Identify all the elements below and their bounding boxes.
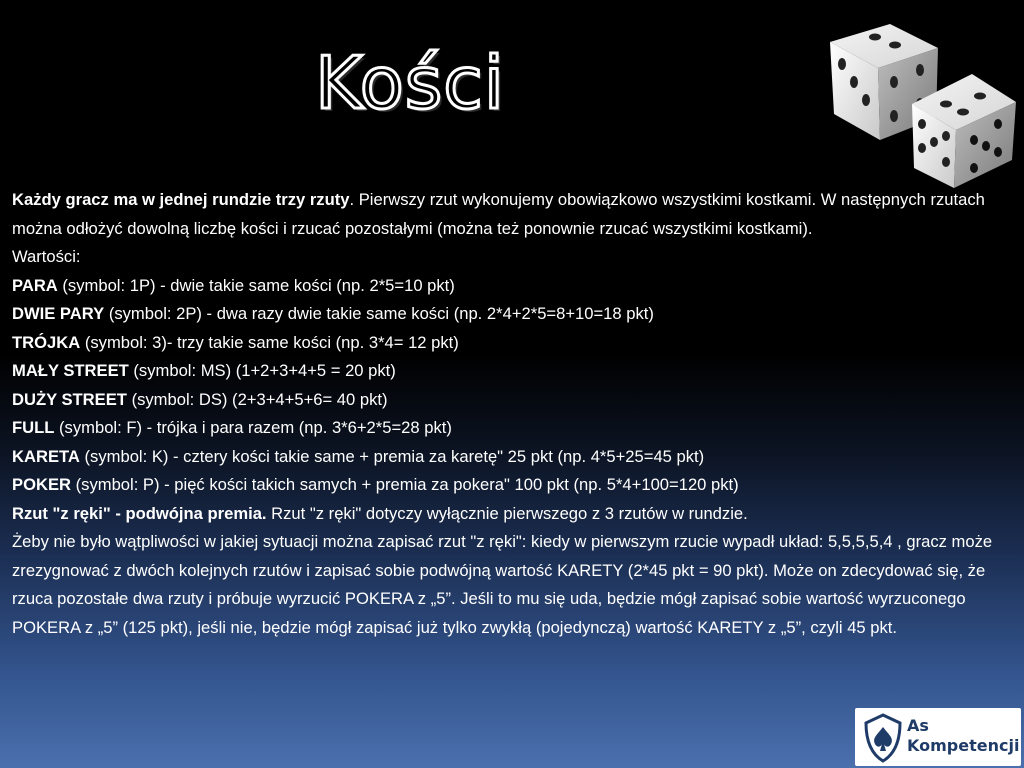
- paragraph-text: . Pierwszy rzut wykonujemy obowiązkowo wszystkimi kostkami. W następnych rzutach można odłożyć dowolną liczbę kości i rzucać pozostałymi (można też ponownie rzucać wszystkimi kostkami).: [12, 190, 985, 238]
- body-paragraph: [12, 272, 1017, 301]
- body-paragraph: [12, 329, 1017, 358]
- body-paragraph: [12, 300, 1017, 329]
- body-paragraph: [12, 186, 1017, 243]
- paragraph-bold-lead: FULL: [12, 418, 55, 437]
- body-paragraph: [12, 528, 1017, 642]
- body-paragraph: [12, 357, 1017, 386]
- paragraph-bold-lead: TRÓJKA: [12, 332, 81, 352]
- logo-line-2: Kompetencji: [907, 736, 1020, 755]
- paragraph-text: (symbol: DS) (2+3+4+5+6= 40 pkt): [126, 389, 388, 409]
- paragraph-text: (symbol: F) - trójka i para razem (np. 3*6+2*5=28 pkt): [54, 418, 452, 437]
- paragraph-text: (symbol: P) - pięć kości takich samych + premia za pokera" 100 pkt (np. 5*4+100=120 pkt): [71, 475, 739, 494]
- paragraph-text: (symbol: 3)- trzy takie same kości (np. 3*4= 12 pkt): [80, 332, 459, 352]
- paragraph-bold-lead: MAŁY STREET: [12, 361, 129, 380]
- body-paragraph: [12, 386, 1017, 415]
- body-paragraph: [12, 414, 1017, 443]
- logo-line-1: As: [907, 716, 929, 735]
- dice-icon: [820, 12, 1020, 192]
- paragraph-bold-lead: DUŻY STREET: [12, 389, 127, 409]
- paragraph-text: Rzut "z ręki" dotyczy wyłącznie pierwszego z 3 rzutów w rundzie.: [266, 503, 748, 523]
- paragraph-text: (symbol: MS) (1+2+3+4+5 = 20 pkt): [128, 361, 396, 380]
- paragraph-bold-lead: PARA: [12, 275, 58, 295]
- paragraph-text: Wartości:: [12, 247, 81, 266]
- spade-shield-icon: [863, 713, 903, 763]
- paragraph-bold-lead: Rzut "z ręki" - podwójna premia.: [12, 503, 267, 523]
- body-paragraph: [12, 500, 1017, 529]
- slide-body: [12, 186, 1017, 642]
- paragraph-text: (symbol: 2P) - dwa razy dwie takie same kości (np. 2*4+2*5=8+10=18 pkt): [104, 304, 654, 323]
- body-paragraph: [12, 243, 1017, 272]
- body-paragraph: [12, 471, 1017, 500]
- as-kompetencji-logo: [855, 708, 1021, 766]
- paragraph-bold-lead: DWIE PARY: [12, 304, 105, 323]
- slide-title: Kości: [315, 41, 505, 125]
- paragraph-text: (symbol: K) - cztery kości takie same + premia za karetę" 25 pkt (np. 4*5+25=45 pkt): [79, 446, 705, 466]
- paragraph-text: Żeby nie było wątpliwości w jakiej sytuacji można zapisać rzut "z ręki": kiedy w pierwszym rzucie wypadł układ: 5,5,5,5,4 , gracz może zrezygnować z dwóch kolejnych rzutów i zapisać sobie podwójną wartość KARETY (2*45 pkt = 90 pkt). Może on zdecydować się, że rzuca pozostałe dwa rzuty i próbuje wyrzucić POKERA z „5”. Jeśli to mu się uda, będzie mógł zapisać sobie wartość wyrzuconego POKERA z „5” (125 pkt), jeśli nie, będzie mógł zapisać już tylko zwykłą (pojedynczą) wartość KARETY z „5”, czyli 45 pkt.: [12, 532, 993, 637]
- paragraph-bold-lead: Każdy gracz ma w jednej rundzie trzy rzuty: [12, 190, 350, 209]
- body-paragraph: [12, 443, 1017, 472]
- paragraph-bold-lead: KARETA: [12, 446, 80, 466]
- paragraph-text: (symbol: 1P) - dwie takie same kości (np. 2*5=10 pkt): [57, 275, 455, 295]
- paragraph-bold-lead: POKER: [12, 475, 72, 494]
